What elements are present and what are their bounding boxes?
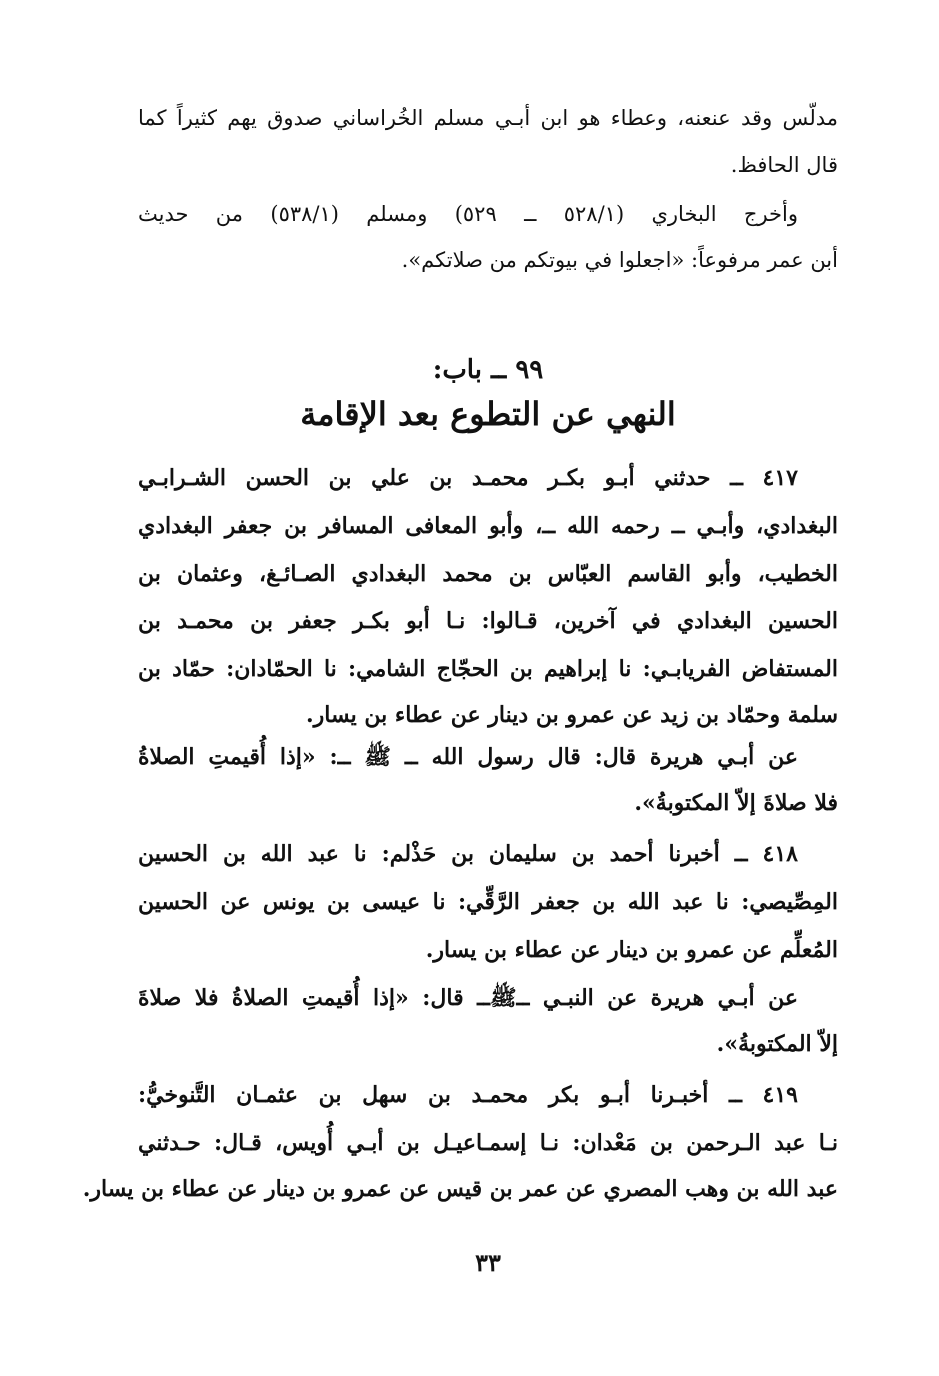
text-line: المِصِّيصي: نا عبد الله بن جعفر الرَّقِّي: نا عيسى بن يونس عن الحسين — [138, 889, 838, 915]
text-line: عن أبـي هريرة عن النبـي ــﷺــ قال: «إذا أُقيمتِ الصلاةُ فلا صلاةَ — [138, 985, 798, 1011]
text-line: ٤١٨ ــ أخبرنا أحمد بن سليمان بن حَذْلم: نا عبد الله بن الحسين — [138, 841, 798, 867]
text-line: البغدادي، وأبـي ــ رحمه الله ــ، وأبو المعافى المسافر بن جعفر البغدادي — [138, 513, 838, 539]
text-line: عبد الله بن وهب المصري عن عمر بن قيس عن عمرو بن دينار عن عطاء بن يسار. — [82, 1176, 838, 1202]
footnote-line: وأخرج البخاري (٥٢٨/١ ــ ٥٢٩) ومسلم (٥٣٨/١) من حديث — [138, 202, 799, 226]
text-line: ٤١٩ ــ أخبـرنا أبـو بكر محمـد بن سهل بن عثمـان التَّنوخيُّ: — [138, 1082, 798, 1108]
chapter-title: النهي عن التطوع بعد الإقامة — [300, 395, 676, 433]
chapter-number: ٩٩ ــ باب: — [432, 355, 544, 385]
text-line: المُعلِّم عن عمرو بن دينار عن عطاء بن يسار. — [425, 937, 838, 963]
book-page — [82, 0, 838, 1376]
text-line: الحسين البغدادي في آخرين، قـالوا: نـا أبو بكـر جعفر بن محمـد بن — [138, 608, 838, 634]
text-line: الخطيب، وأبو القاسم العبّاس بن محمد البغدادي الصـائـغ، وعثمان بن — [138, 561, 838, 587]
text-line: فلا صلاةَ إلاّ المكتوبةُ». — [634, 790, 838, 816]
text-line: سلمة وحمّاد بن زيد عن عمرو بن دينار عن عطاء بن يسار. — [305, 702, 838, 728]
footnote-line: أبن عمر مرفوعاً: «اجعلوا في بيوتكم من صلاتكم». — [401, 248, 838, 272]
text-line: إلاّ المكتوبةُ». — [716, 1031, 838, 1057]
text-line: المستفاض الفريابـي: نا إبراهيم بن الحجّاج الشامي: نا الحمّادان: حمّاد بن — [138, 656, 838, 682]
footnote-line: مدلّس وقد عنعنه، وعطاء هو ابن أبـي مسلم الخُراساني صدوق يهم كثيراً كما — [138, 106, 838, 130]
text-line: نـا عبد الـرحمن بن مَعْدان: نـا إسمـاعيـل بن أبـي أُويس، قـال: حـدثني — [138, 1130, 838, 1156]
page-number: ٣٣ — [475, 1248, 501, 1277]
text-line: ٤١٧ ــ حدثني أبـو بكـر محمـد بن علي بن الحسن الشـرابـي — [138, 465, 798, 491]
footnote-line: قال الحافظ. — [730, 153, 838, 177]
text-line: عن أبـي هريرة قال: قال رسول الله ــ ﷺ ــ: «إذا أُقيمتِ الصلاةُ — [138, 744, 798, 770]
